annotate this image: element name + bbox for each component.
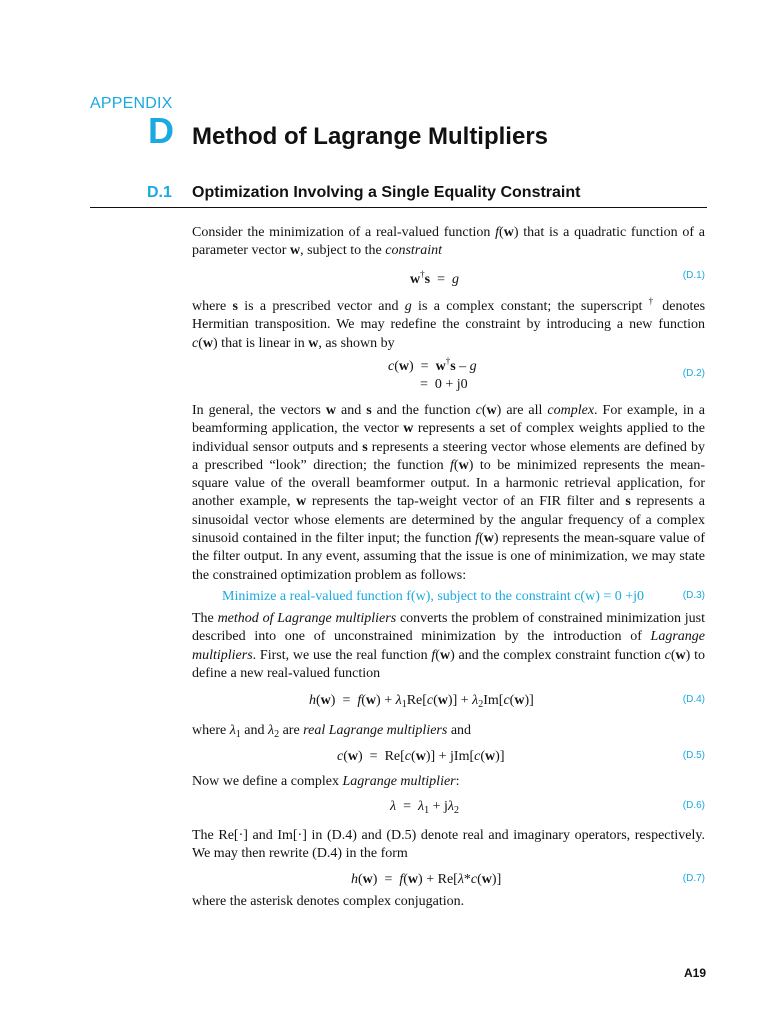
section-number: D.1: [147, 184, 172, 201]
chapter-letter: D: [148, 110, 174, 151]
paragraph-conjugation: where the asterisk denotes complex conjugation.: [192, 894, 465, 909]
equation-number-d2: (D.2): [682, 368, 705, 379]
paragraph-complex-multiplier: Now we define a complex Lagrange multiplier:: [192, 774, 460, 789]
equation-d3: [192, 589, 705, 609]
equation-number-d6: (D.6): [682, 800, 705, 811]
equation-d1: w†s = g (D.1): [410, 269, 705, 287]
equation-number-d5: (D.5): [682, 750, 705, 761]
paragraph-intro: Consider the minimization of a real-valued function f(w) that is a quadratic function of a parameter vector w, subject to the constraint: [192, 225, 705, 259]
section-divider: [90, 207, 707, 208]
chapter-title: Method of Lagrange Multipliers: [192, 123, 549, 150]
page-number: A19: [683, 966, 706, 980]
paragraph-beamforming: In general, the vectors w and s and the function c(w) are all complex. For example, in a beamforming application, the vector w represents a set of complex weights applied to the individual sensor outputs and s represents a steering vector whose elements are defined by a prescribed “look” direction; the function f(w) to be minimized represents the mean-square value of the overall beamformer output. In a harmonic retrieval application, for another example, w represents the tap-weight vector of an FIR filter and s represents a sinusoidal vector whose elements are determined by the angular frequency of a complex sinusoid contained in the filter input; the function f(w) represents the mean-square value of the filter output. In any event, assuming that the issue is one of minimization, we may state the constrained optimization problem as follows:: [192, 403, 706, 583]
paragraph-hermitian: where s is a prescribed vector and g is a complex constant; the superscript † denotes Hermitian transposition. We may redefine the constraint by introducing a new function c(w) that is linear in w, as shown by: [192, 296, 706, 351]
equation-number-d3: (D.3): [682, 590, 705, 601]
equation-d2: c(w) = w†s – g = 0 + j0 (D.2): [388, 356, 705, 392]
section-title: Optimization Involving a Single Equality Constraint: [192, 184, 581, 201]
paragraph-operators: The Re[·] and Im[·] in (D.4) and (D.5) denote real and imaginary operators, respectively. We may then rewrite (D.4) in the form: [192, 828, 705, 862]
constrained-problem-statement: Minimize a real-valued function f(w), subject to the constraint c(w) = 0 +j0: [222, 589, 645, 604]
equation-d4: $h(w) = f(w) + \lambda_1Re[c(w)] + \lambda_2Im[c(w)]$ (D.4): [309, 693, 705, 710]
equation-number-d1: (D.1): [682, 270, 705, 281]
appendix-label: APPENDIX: [90, 95, 173, 112]
equation-d7: h(w) = f(w) + Re[λ*c(w)] (D.7): [351, 872, 705, 887]
equation-number-d7: (D.7): [682, 873, 705, 884]
equation-d6: $\lambda = \lambda_1 + j\lambda_2$ (D.6): [390, 799, 705, 816]
equation-number-d4: (D.4): [682, 694, 705, 705]
equation-d5: c(w) = Re[c(w)] + jIm[c(w)] (D.5): [337, 749, 705, 764]
paragraph-lagrange-method: The method of Lagrange multipliers converts the problem of constrained minimization just described into one of unconstrained minimization by the introduction of Lagrange multipliers. First, we use the real function f(w) and the complex constraint function c(w) to define a new real-valued function: [192, 611, 705, 681]
paragraph-real-multipliers: where $\lambda_1$ and $\lambda_2$ are real Lagrange multipliers and: [192, 723, 472, 740]
